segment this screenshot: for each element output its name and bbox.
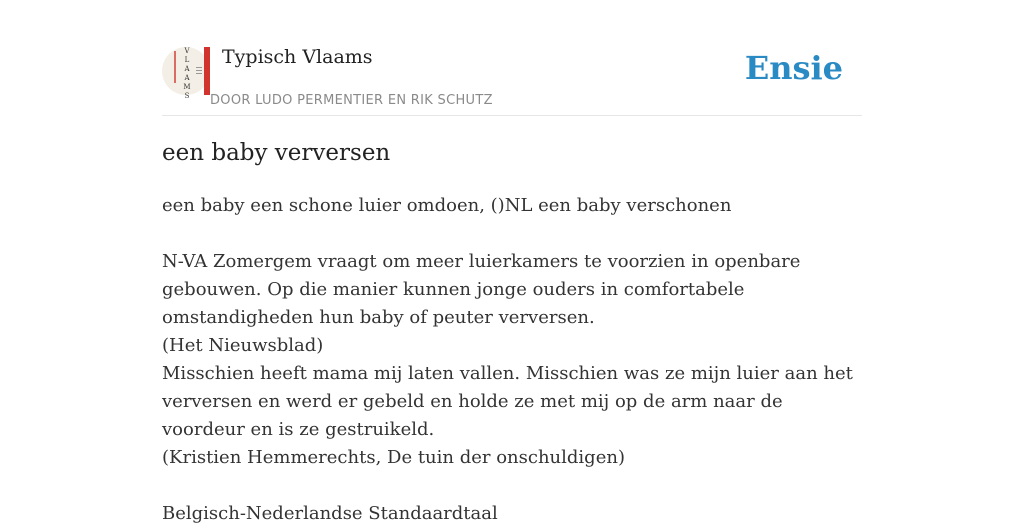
example-source-1: (Het Nieuwsblad) bbox=[162, 335, 324, 356]
byline: DOOR LUDO PERMENTIER EN RIK SCHUTZ bbox=[210, 93, 493, 108]
entry-body bbox=[162, 192, 862, 528]
typisch-vlaams-book-cover-icon[interactable] bbox=[162, 47, 210, 100]
cover-text-lines bbox=[196, 67, 202, 68]
example-source-2: (Kristien Hemmerechts, De tuin der onschuldigen) bbox=[162, 447, 625, 468]
entry-card bbox=[162, 0, 862, 524]
example-quote-1: N-VA Zomergem vraagt om meer luierkamers te voorzien in openbare gebouwen. Op die manier kunnen jonge ouders in comfortabele omstandigheden hun baby of peuter verversen. bbox=[162, 251, 801, 328]
publication-title[interactable]: Typisch Vlaams bbox=[222, 46, 373, 68]
entry-title: een baby verversen bbox=[162, 140, 391, 166]
example-quote-2: Misschien heeft mama mij laten vallen. Misschien was ze mijn luier aan het verversen en werd er gebeld en holde ze met mij op de arm naar de voordeur en is ze gestruikeld. bbox=[162, 363, 853, 440]
cover-lettering: V L A A M S bbox=[183, 47, 191, 100]
paragraph-gap bbox=[162, 472, 862, 500]
category-label: Belgisch-Nederlandse Standaardtaal bbox=[162, 503, 498, 524]
cover-red-stripe bbox=[174, 51, 176, 83]
entry-header bbox=[162, 0, 862, 116]
definition-text: een baby een schone luier omdoen, ()NL een baby verschonen bbox=[162, 195, 732, 216]
ensie-logo-link[interactable]: Ensie bbox=[744, 49, 843, 87]
paragraph-gap bbox=[162, 220, 862, 248]
cover-red-edge bbox=[204, 47, 210, 95]
